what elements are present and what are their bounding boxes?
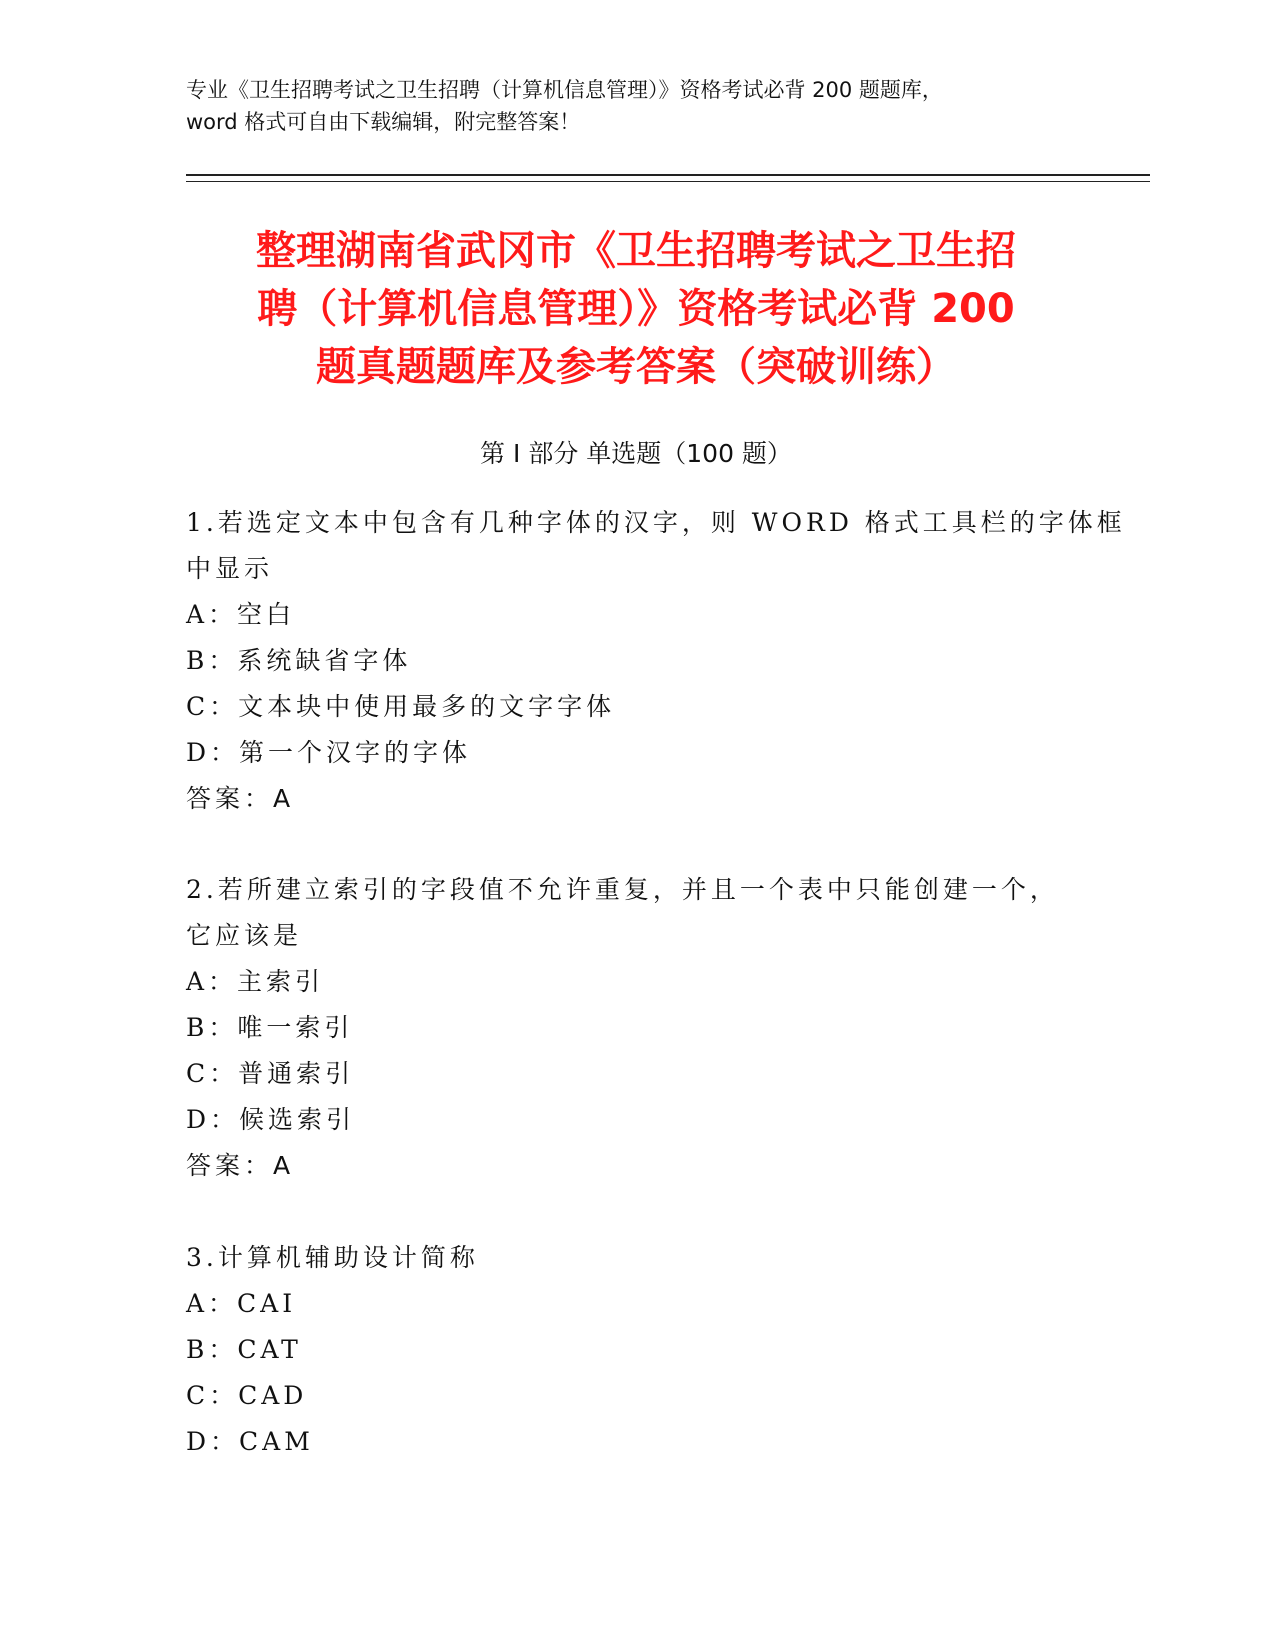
header-note-line-1: 专业《卫生招聘考试之卫生招聘（计算机信息管理）》资格考试必背 200 题题库，: [186, 78, 943, 102]
option-c: C：CAD: [186, 1381, 308, 1410]
document-title-line-1: 整理湖南省武冈市《卫生招聘考试之卫生招: [256, 228, 1016, 274]
question-stem-line-1: 2.若所建立索引的字段值不允许重复，并且一个表中只能创建一个，: [186, 875, 1059, 904]
answer-label: 答案：A: [186, 1151, 295, 1180]
question-stem-line-1: 1.若选定文本中包含有几种字体的汉字，则 WORD 格式工具栏的字体框: [186, 508, 1126, 537]
header-note: [186, 74, 1086, 138]
question-1: [186, 500, 1126, 822]
option-d: D：第一个汉字的字体: [186, 738, 472, 767]
header-divider-thick: [186, 174, 1150, 176]
section-title: 第 I 部分 单选题（100 题）: [480, 439, 792, 468]
option-d: D：CAM: [186, 1427, 314, 1456]
document-title-line-2: 聘（计算机信息管理）》资格考试必背 200: [257, 286, 1015, 332]
option-b: B：CAT: [186, 1335, 302, 1364]
header-divider-thin: [186, 181, 1150, 182]
option-b: B：唯一索引: [186, 1013, 354, 1042]
question-2: [186, 867, 1086, 1189]
option-d: D：候选索引: [186, 1105, 356, 1134]
question-stem-line-2: 中显示: [186, 554, 274, 583]
option-c: C：普通索引: [186, 1059, 355, 1088]
question-stem-line-2: 它应该是: [186, 921, 303, 950]
document-title-line-3: 题真题题库及参考答案（突破训练）: [316, 344, 956, 390]
option-c: C：文本块中使用最多的文字字体: [186, 692, 616, 721]
question-stem-line-1: 3.计算机辅助设计简称: [186, 1243, 479, 1272]
option-b: B：系统缺省字体: [186, 646, 412, 675]
option-a: A：空白: [186, 600, 296, 629]
question-3: [186, 1235, 1086, 1465]
header-note-line-2: word 格式可自由下载编辑，附完整答案！: [186, 110, 581, 134]
option-a: A：CAI: [186, 1289, 297, 1318]
document-title: [186, 222, 1086, 396]
answer-label: 答案：A: [186, 784, 295, 813]
option-a: A：主索引: [186, 967, 325, 996]
